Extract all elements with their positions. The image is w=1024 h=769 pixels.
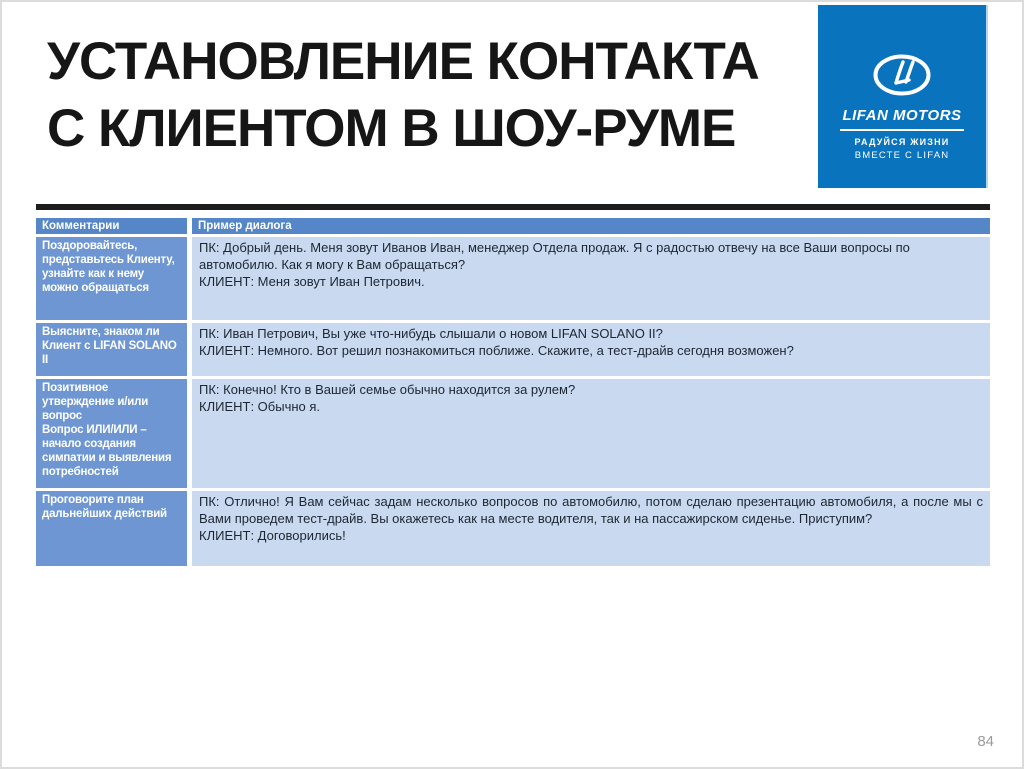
lifan-logo-block [818,5,988,188]
comment-text: Вопрос ИЛИ/ИЛИ – начало создания симпатии и выявления потребностей [42,424,172,478]
dialog-cell-row-4 [192,491,990,566]
comment-text: Позитивное утверждение и/или вопрос [42,382,149,422]
dialog-line-client: КЛИЕНТ: Меня зовут Иван Петрович. [199,274,425,289]
slide-title [47,28,759,162]
comment-text: Поздоровайтесь, представьтесь Клиенту, узнайте как к нему можно обращаться [42,240,175,294]
slide-title-line-2: С КЛИЕНТОМ В ШОУ-РУМЕ [47,99,736,158]
comment-text: Проговорите план дальнейших действий [42,494,167,520]
table-header-comments: Комментарии [36,218,187,234]
logo-tagline-2: ВМЕСТЕ С LIFAN [854,150,950,161]
logo-tagline-1: РАДУЙСЯ ЖИЗНИ [854,137,950,147]
dialog-cell-row-1 [192,237,990,320]
dialog-line-manager: ПК: Добрый день. Меня зовут Иванов Иван, менеджер Отдела продаж. Я с радостью отвечу на все Ваши вопросы по автомобилю. Как я могу к Вам обращаться? [199,240,910,272]
dialog-line-client: КЛИЕНТ: Договорились! [199,528,346,543]
comment-cell-row-2 [36,323,187,376]
dialog-line-client: КЛИЕНТ: Обычно я. [199,399,321,414]
slide-title-line-1: УСТАНОВЛЕНИЕ КОНТАКТА [47,32,759,91]
dialog-example-table [36,218,990,566]
lifan-oval-emblem-icon [872,53,932,97]
comment-cell-row-1 [36,237,187,320]
dialog-cell-row-3 [192,379,990,488]
dialog-line-client: КЛИЕНТ: Немного. Вот решил познакомиться поближе. Скажите, а тест-драйв сегодня возможен? [199,343,794,358]
page-number: 84 [977,733,994,750]
table-header-dialog-example: Пример диалога [192,218,990,234]
dialog-line-manager: ПК: Отлично! Я Вам сейчас задам несколько вопросов по автомобилю, потом сделаю презентацию автомобиля, а после мы с Вами проведем тест-драйв. Вы окажетесь как на месте водителя, так и на пассажирском сиденье. Приступим? [199,494,983,526]
dialog-cell-row-2 [192,323,990,376]
title-underline-rule [36,204,990,210]
comment-cell-row-4 [36,491,187,566]
dialog-line-manager: ПК: Иван Петрович, Вы уже что-нибудь слышали о новом LIFAN SOLANO II? [199,326,663,341]
logo-divider-line [840,129,964,131]
comment-text: Выясните, знаком ли Клиент с LIFAN SOLANO II [42,326,177,366]
comment-cell-row-3 [36,379,187,488]
dialog-line-manager: ПК: Конечно! Кто в Вашей семье обычно находится за рулем? [199,382,576,397]
logo-brand-text: LIFAN MOTORS [842,107,962,124]
